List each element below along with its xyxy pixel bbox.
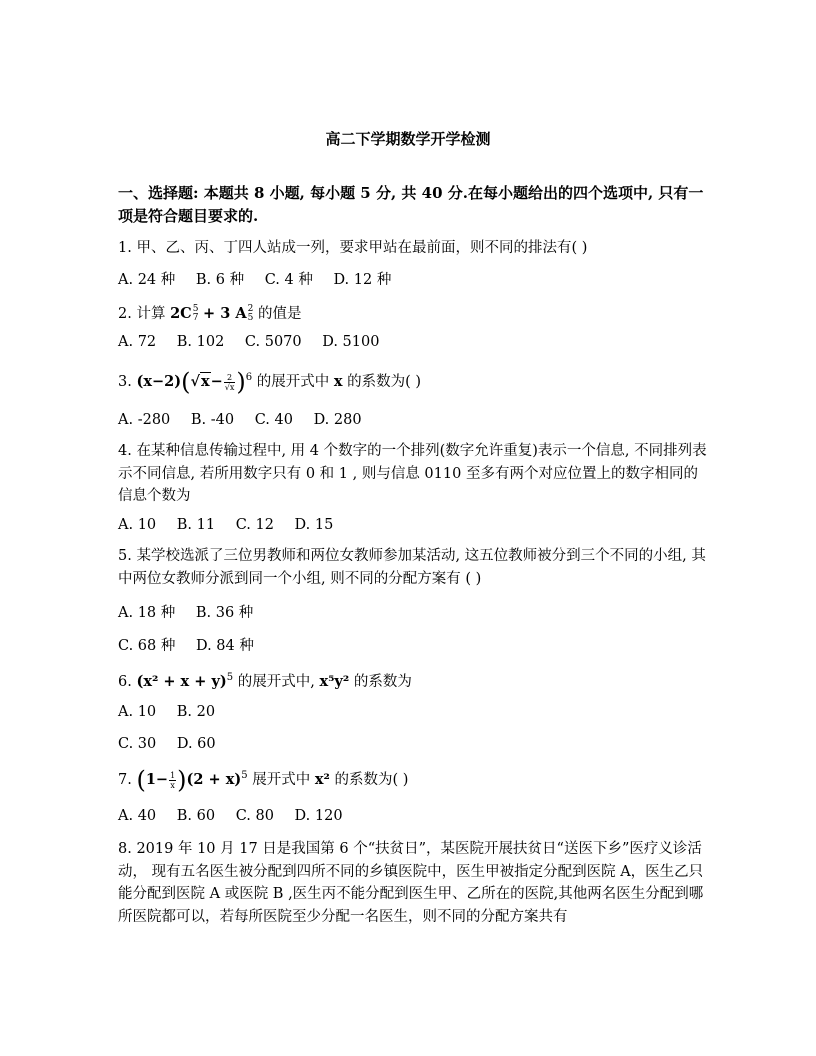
option-d: D. 120 [294,808,343,824]
perm-sub: 5 [247,313,254,323]
one-minus: 1− [145,771,169,788]
right-paren: ) [177,766,187,794]
question-5-options-row1 [118,601,269,622]
option-d: D. 60 [176,736,216,752]
factor-x-minus-2: (x−2) [136,373,182,390]
question-4-options [118,517,349,533]
question-7-suffix: 的系数为( ) [329,772,409,788]
question-6-mid: 的展开式中, [233,674,320,690]
frac-num: 2 [224,373,236,383]
option-c: C. 30 [118,736,157,752]
question-6-prefix: 6. [118,674,137,690]
option-c: C. 4 种 [264,272,313,288]
option-c: C. 40 [254,412,293,428]
expr-2c: 2C [170,305,192,322]
option-d: D. 280 [313,412,362,428]
question-7-prefix: 7. [118,772,137,788]
factor-2-plus-x: (2 + x) [186,771,242,788]
perm-indices [248,305,254,323]
question-3-prefix: 3. [118,374,137,390]
option-a: A. -280 [118,412,171,428]
option-a: A. 10 [118,517,157,533]
option-c: C. 12 [235,517,274,533]
minus-sign: − [210,373,223,390]
frac-den: x [170,780,175,790]
question-2 [118,302,301,323]
fraction-2-over-sqrtx [224,373,236,392]
question-3-options [118,412,378,428]
frac-den: √x [224,382,235,392]
frac-num: 1 [170,770,176,780]
comb-indices [193,305,199,323]
question-1-options [118,268,407,289]
power-5: 5 [241,770,248,782]
question-7-options [118,808,359,824]
expr-3a: + 3 A [203,305,247,322]
option-a: A. 40 [118,808,157,824]
option-b: B. -40 [190,412,235,428]
option-b: B. 102 [176,334,225,350]
sqrt-sign: √ [190,373,200,390]
option-c: C. 68 种 [118,638,176,654]
question-6-options-row1 [118,704,231,720]
option-c: C. 80 [235,808,274,824]
comb-sub: 7 [192,313,199,323]
question-5-options-row2 [118,634,270,655]
question-4: 4. 在某种信息传输过程中, 用 4 个数字的一个排列(数字允许重复)表示一个信息, 不同排列表示不同信息, 若所用数字只有 0 和 1 , 则与信息 0110 至多有两个对应位置上的数字相同的信息个数为 [118,443,707,504]
question-5: 5. 某学校选派了三位男教师和两位女教师参加某活动, 这五位教师被分到三个不同的小组, 其中两位女教师分派到同一个小组, 则不同的分配方案有 ( ) [118,548,706,587]
right-paren: ) [236,368,246,396]
option-a: A. 18 种 [118,605,176,621]
sqrt-x: x [200,373,210,390]
left-paren: ( [181,368,191,396]
question-7 [118,766,408,794]
option-d: D. 5100 [322,334,380,350]
option-b: B. 11 [176,517,216,533]
power-6: 6 [245,372,253,384]
section-heading: 一、选择题: 本题共 8 小题, 每小题 5 分, 共 40 分.在每小题给出的四个选项中, 只有一项是符合题目要求的. [118,184,704,225]
expr-trinomial: (x² + x + y) [136,673,227,690]
question-6-suffix: 的系数为 [349,674,412,690]
comb-sup: 5 [192,304,199,314]
question-3-suffix2: 的系数为( ) [342,374,422,390]
question-6 [118,670,412,691]
question-2-suffix: 的值是 [257,306,302,322]
option-a: A. 72 [118,334,157,350]
option-a: A. 24 种 [118,272,176,288]
option-c: C. 5070 [244,334,302,350]
term-x2: x² [314,771,330,788]
option-d: D. 12 种 [333,272,392,288]
question-1: 1. 甲、乙、丙、丁四人站成一列，要求甲站在最前面，则不同的排法有( ) [118,240,588,256]
variable-x: x [333,373,343,390]
question-3 [118,368,421,396]
perm-sup: 2 [247,304,254,314]
question-8: 8. 2019 年 10 月 17 日是我国第 6 个“扶贫日”，某医院开展扶贫日“送医下乡”医疗义诊活动， 现有五名医生被分配到四所不同的乡镇医院中，医生甲被指定分配到医院 A，医生乙只能分配到医院 A 或医院 B ,医生丙不能分配到医生甲、乙所在的医院,其他两名医生分配到哪所医院都可以，若每所医院至少分配一名医生，则不同的分配方案共有 [118,841,704,925]
option-b: B. 6 种 [195,272,245,288]
term-x5y2: x⁵y² [319,673,350,690]
question-6-options-row2 [118,736,232,752]
question-7-mid: 展开式中 [247,772,315,788]
option-d: D. 15 [294,517,334,533]
option-b: B. 20 [176,704,216,720]
page-title: 高二下学期数学开学检测 [325,130,491,148]
option-b: B. 36 种 [195,605,254,621]
option-b: B. 60 [176,808,216,824]
left-paren: ( [136,766,146,794]
question-2-prefix: 2. 计算 [118,306,171,322]
question-3-suffix1: 的展开式中 [256,374,334,390]
option-a: A. 10 [118,704,157,720]
question-2-options [118,334,395,350]
option-d: D. 84 种 [195,638,254,654]
fraction-1-over-x [169,771,176,790]
power-5: 5 [226,672,234,684]
